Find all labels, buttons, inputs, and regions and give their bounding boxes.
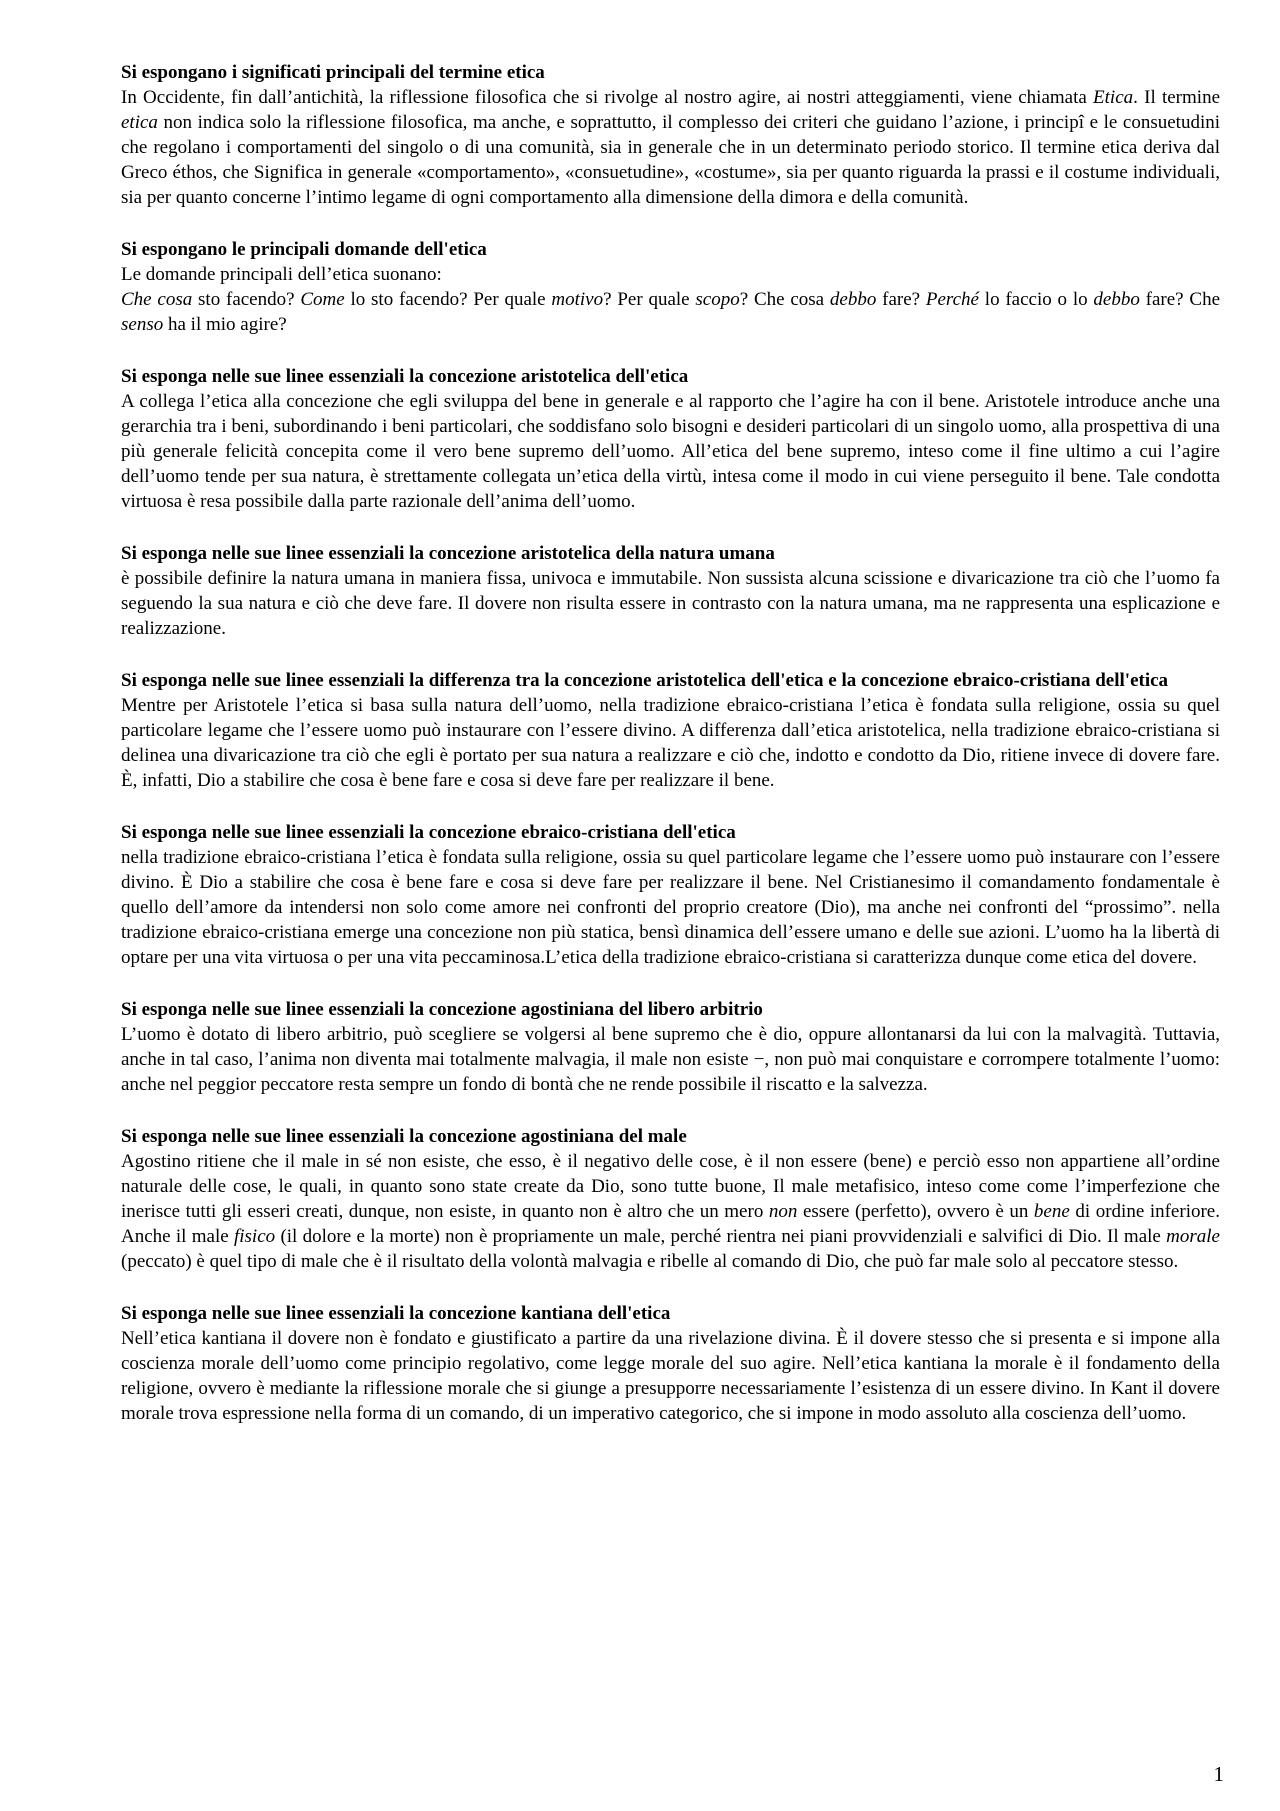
section-text: è possibile definire la natura umana in maniera fissa, univoca e immutabile. Non sussista alcuna scissione e divaricazione tra ciò che l’uomo fa seguendo la sua natura e ciò che deve fare. Il dovere non risulta essere in contrasto con la natura umana, ma ne rappresenta una esplicazione e realizzazione. (121, 568, 1220, 639)
section-heading: Si esponga nelle sue linee essenziali la concezione agostiniana del libero arbitrio (121, 999, 763, 1020)
document-body (121, 60, 1220, 1426)
section-8 (121, 1124, 1220, 1274)
section-2 (121, 237, 1220, 337)
section-7 (121, 997, 1220, 1097)
section-heading: Si espongano le principali domande dell'etica (121, 239, 487, 260)
page-number: 1 (1213, 1762, 1224, 1786)
section-1 (121, 60, 1220, 210)
section-text: nella tradizione ebraico-cristiana l’etica è fondata sulla religione, ossia su quel particolare legame che l’essere uomo può instaurare con l’essere divino. È Dio a stabilire che cosa è bene fare e cosa si deve fare per realizzare il bene. Nel Cristianesimo il comandamento fondamentale è quello dell’amore da intendersi non solo come amore nei confronti del proprio creatore (Dio), ma anche nei confronti del “prossimo”. nella tradizione ebraico-cristiana emerge una concezione non più statica, bensì dinamica dell’essere umano e delle sue azioni. L’uomo ha la libertà di optare per una vita virtuosa o per una vita peccaminosa.L’etica della tradizione ebraico-cristiana si caratterizza dunque come etica del dovere. (121, 847, 1220, 968)
section-text: Mentre per Aristotele l’etica si basa sulla natura dell’uomo, nella tradizione ebraico-cristiana l’etica è fondata sulla religione, ossia su quel particolare legame che l’essere uomo può instaurare con l’essere divino. A differenza dall’etica aristotelica, nella tradizione ebraico-cristiana si delinea una divaricazione tra ciò che egli è portato per sua natura a realizzare e ciò che, indotto e condotto da Dio, ritiene invece di dovere fare. È, infatti, Dio a stabilire che cosa è bene fare e cosa si deve fare per realizzare il bene. (121, 695, 1220, 791)
section-text: Le domande principali dell’etica suonano: Che cosa sto facendo? Come lo sto facendo? Per quale motivo? Per quale scopo? Che cosa debbo fare? Perché lo faccio o lo debbo fare? Che senso ha il mio agire? (121, 264, 1221, 335)
section-heading: Si esponga nelle sue linee essenziali la differenza tra la concezione aristotelica dell'etica e la concezione ebraico-cristiana dell'etica (121, 670, 1169, 691)
section-heading: Si esponga nelle sue linee essenziali la concezione ebraico-cristiana dell'etica (121, 822, 736, 843)
section-text: L’uomo è dotato di libero arbitrio, può scegliere se volgersi al bene supremo che è dio, oppure allontanarsi da lui con la malvagità. Tuttavia, anche in tal caso, l’anima non diventa mai totalmente malvagia, il male non esiste −, non può mai conquistare e corrompere totalmente l’uomo: anche nel peggior peccatore resta sempre un fondo di bontà che ne rende possibile il riscatto e la salvezza. (121, 1024, 1220, 1095)
section-6 (121, 820, 1220, 970)
section-text: Nell’etica kantiana il dovere non è fondato e giustificato a partire da una rivelazione divina. È il dovere stesso che si presenta e si impone alla coscienza morale dell’uomo come principio regolativo, come legge morale del suo agire. Nell’etica kantiana la morale è il fondamento della religione, ovvero è mediante la riflessione morale che si giunge a presupporre necessariamente l’esistenza di un essere divino. In Kant il dovere morale trova espressione nella forma di un comando, di un imperativo categorico, che si impone in modo assoluto alla coscienza dell’uomo. (121, 1328, 1220, 1424)
section-text: In Occidente, fin dall’antichità, la riflessione filosofica che si rivolge al nostro agire, ai nostri atteggiamenti, viene chiamata Etica. Il termine etica non indica solo la riflessione filosofica, ma anche, e soprattutto, il complesso dei criteri che guidano l’azione, i principî e le consuetudini che regolano i comportamenti del singolo o di una comunità, sia in generale che in un determinato periodo storico. Il termine etica deriva dal Greco éthos, che Significa in generale «comportamento», «consuetudine», «costume», sia per quanto riguarda la prassi e il costume individuali, sia per quanto concerne l’intimo legame di ogni comportamento alla dimensione della dimora e della comunità. (121, 87, 1220, 208)
section-heading: Si esponga nelle sue linee essenziali la concezione kantiana dell'etica (121, 1303, 671, 1324)
section-heading: Si esponga nelle sue linee essenziali la concezione aristotelica della natura umana (121, 543, 775, 564)
section-5 (121, 668, 1220, 793)
section-text: Agostino ritiene che il male in sé non esiste, che esso, è il negativo delle cose, è il non essere (bene) e perciò esso non appartiene all’ordine naturale delle cose, le quali, in quanto sono state create da Dio, sono tutte buone, Il male metafisico, inteso come come l’imperfezione che inerisce tutti gli esseri creati, dunque, non esiste, in quanto non è altro che un mero non essere (perfetto), ovvero è un bene di ordine inferiore. Anche il male fisico (il dolore e la morte) non è propriamente un male, perché rientra nei piani provvidenziali e salvifici di Dio. Il male morale (peccato) è quel tipo di male che è il risultato della volontà malvagia e ribelle al comando di Dio, che può far male solo al peccatore stesso. (121, 1151, 1220, 1272)
section-heading: Si esponga nelle sue linee essenziali la concezione agostiniana del male (121, 1126, 687, 1147)
section-text: A collega l’etica alla concezione che egli sviluppa del bene in generale e al rapporto che l’agire ha con il bene. Aristotele introduce anche una gerarchia tra i beni, subordinando i beni particolari, che soddisfano solo bisogni e desideri particolari di un singolo uomo, alla prospettiva di una più generale felicità concepita come il vero bene supremo dell’uomo. All’etica del bene supremo, inteso come il fine ultimo a cui l’agire dell’uomo tende per sua natura, è strettamente collegata un’etica della virtù, intesa come il modo in cui viene perseguito il bene. Tale condotta virtuosa è resa possibile dalla parte razionale dell’anima dell’uomo. (121, 391, 1220, 512)
section-heading: Si espongano i significati principali del termine etica (121, 62, 545, 83)
section-heading: Si esponga nelle sue linee essenziali la concezione aristotelica dell'etica (121, 366, 689, 387)
section-4 (121, 541, 1220, 641)
section-3 (121, 364, 1220, 514)
section-9 (121, 1301, 1220, 1426)
